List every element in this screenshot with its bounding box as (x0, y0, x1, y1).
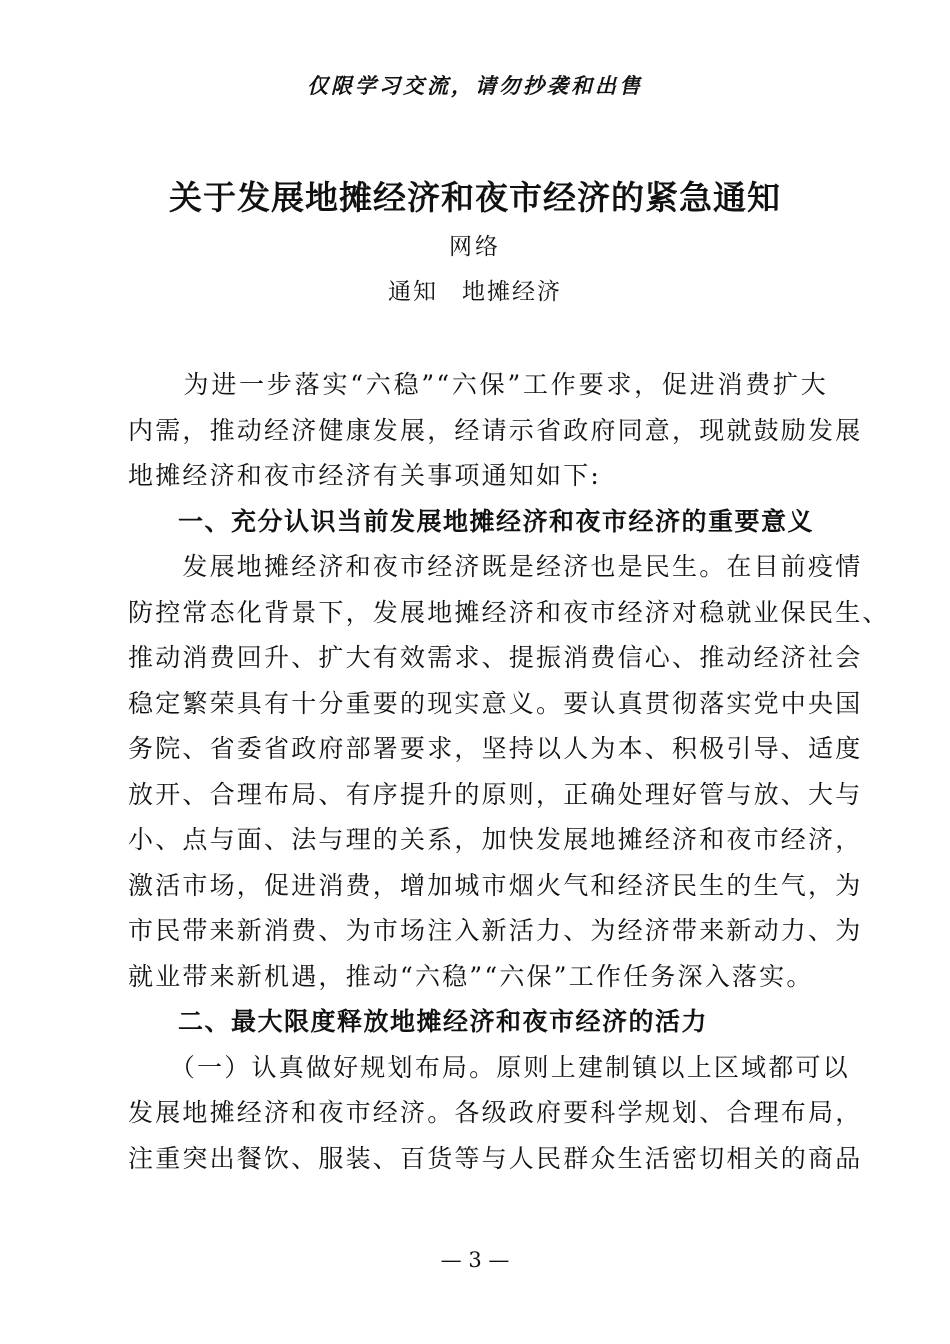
text-line: 为进一步落实“六稳”“六保”工作要求，促进消费扩大 (128, 370, 828, 399)
section-1-paragraph (128, 544, 890, 999)
section-heading-1: 一、充分认识当前发展地摊经济和夜市经济的重要意义 (178, 506, 815, 536)
text-line: 小、点与面、法与理的关系，加快发展地摊经济和夜市经济， (128, 825, 863, 854)
text-line: 就业带来新机遇，推动“六稳”“六保”工作任务深入落实。 (128, 961, 814, 991)
text-line: 防控常态化背景下，发展地摊经济和夜市经济对稳就业保民生、 (128, 597, 890, 627)
document-tags (0, 273, 950, 306)
text-line: 市民带来新消费、为市场注入新活力、为经济带来新动力、为 (128, 916, 863, 945)
section-2-paragraph (128, 1045, 863, 1182)
text-line: 内需，推动经济健康发展，经请示省政府同意，现就鼓励发展 (128, 415, 863, 445)
text-line: 务院、省委省政府部署要求，坚持以人为本、积极引导、适度 (128, 734, 863, 763)
text-line: 发展地摊经济和夜市经济既是经济也是民生。在目前疫情 (128, 552, 863, 581)
document-source: 网络 (449, 234, 501, 260)
text-line: 发展地摊经济和夜市经济。各级政府要科学规划、合理布局， (128, 1098, 863, 1127)
intro-paragraph (128, 362, 863, 499)
header-watermark: 仅限学习交流，请勿抄袭和出售 (307, 73, 643, 98)
tag-street-stall-economy: 地摊经济 (462, 279, 562, 305)
text-line: 推动消费回升、扩大有效需求、提振消费信心、推动经济社会 (128, 643, 863, 672)
tag-notice: 通知 (388, 279, 438, 305)
page-number: — 3 — (440, 1248, 510, 1272)
document-body (128, 362, 890, 1181)
text-line: 稳定繁荣具有十分重要的现实意义。要认真贯彻落实党中央国 (128, 688, 863, 718)
section-heading-2: 二、最大限度释放地摊经济和夜市经济的活力 (178, 1007, 709, 1036)
text-line: 地摊经济和夜市经济有关事项通知如下: (128, 461, 602, 490)
text-line: 注重突出餐饮、服装、百货等与人民群众生活密切相关的商品 (128, 1143, 863, 1173)
document-title: 关于发展地摊经济和夜市经济的紧急通知 (169, 178, 781, 217)
text-line: （一）认真做好规划布局。原则上建制镇以上区域都可以 (128, 1052, 850, 1082)
text-line: 放开、合理布局、有序提升的原则，正确处理好管与放、大与 (128, 779, 863, 809)
text-line: 激活市场，促进消费，增加城市烟火气和经济民生的生气，为 (128, 870, 863, 900)
